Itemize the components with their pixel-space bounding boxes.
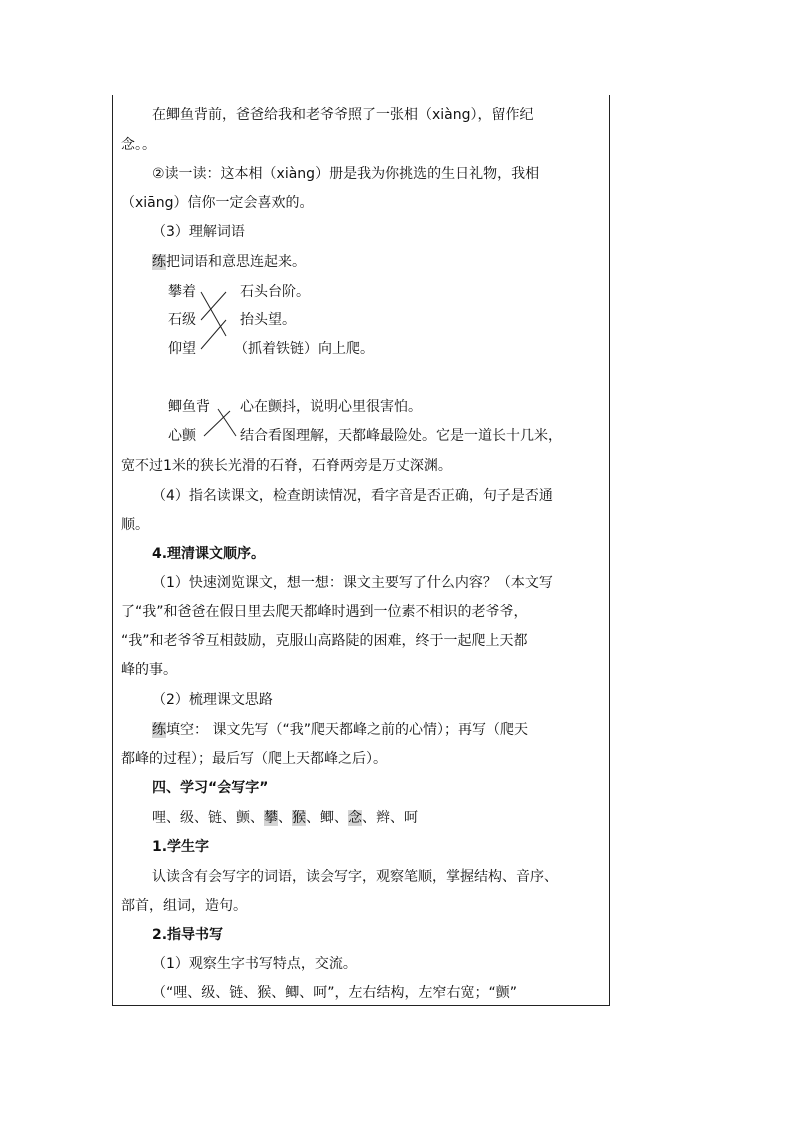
text-line: （1）快速浏览课文，想一想：课文主要写了什么内容？（本文写 [152,575,553,591]
match-word: 心颤 [168,428,196,444]
match-meaning: 结合看图理解，天都峰最险处。它是一道长十几米， [240,428,562,444]
char: 辫 [376,810,390,826]
match-word: 鲫鱼背 [168,399,210,415]
text-line: “我”和老爷爷互相鼓励，克服山高路陡的困难，终于一起爬上天都 [121,633,528,649]
practice-instruction [152,253,306,271]
char: 猴 [292,810,306,826]
match-meaning: 心在颤抖，说明心里很害怕。 [240,399,422,415]
text-line: （3）理解词语 [152,224,245,240]
text-line: 了“我”和爸爸在假日里去爬天都峰时遇到一位素不相识的老爷爷， [121,604,528,620]
section-heading: 四、学习“会写字” [152,780,269,796]
char: 级 [180,810,194,826]
match-meaning: 抬头望。 [240,312,296,328]
match-line-jiyubei [218,409,236,436]
text-line: ②读一读：这本相（xiàng）册是我为你挑选的生日礼物，我相 [152,166,540,182]
text-line: 把词语和意思连起来。 [166,254,306,270]
match-line-panzhe [201,292,226,336]
char-list: 哩、级、链、颤、攀、猴、鲫、念、辫、呵 [152,810,418,826]
text-line: 部首，组词，造句。 [121,898,247,914]
match-word: 仰望 [168,341,196,357]
match-line-shiji [201,292,226,320]
char: 攀 [264,810,278,826]
match-meaning: （抓着铁链）向上爬。 [234,341,374,357]
practice-instruction [152,721,528,739]
match-word: 攀着 [168,284,196,300]
text-line: 宽不过1米的狭长光滑的石脊，石脊两旁是万丈深渊。 [121,458,452,474]
text-line: 顺。 [121,517,149,533]
text-line: （4）指名读课文，检查朗读情况，看字音是否正确，句子是否通 [152,488,553,504]
text-line: 认读含有会写字的词语，读会写字，观察笔顺，掌握结构、音序、 [152,869,558,885]
text-line: 填空： 课文先写（“我”爬天都峰之前的心情）；再写（爬天 [166,722,528,738]
text-line: （xiāng）信你一定会喜欢的。 [121,195,314,211]
match-word: 石级 [168,312,196,328]
subsection-heading: 1.学生字 [152,839,210,855]
text-line: 都峰的过程）；最后写（爬上天都峰之后）。 [121,751,387,767]
subsection-heading: 2.指导书写 [152,927,224,943]
practice-tag: 练 [152,722,166,738]
char: 呵 [404,810,418,826]
section-heading: 4.理清课文顺序。 [152,546,266,562]
text-line: （“哩、级、链、猴、鲫、呵”，左右结构，左窄右宽；“颤” [152,985,518,1001]
char: 念 [348,810,362,826]
char: 哩 [152,810,166,826]
char: 颤 [236,810,250,826]
practice-tag: 练 [152,254,166,270]
text-line: （1）观察生字书写特点，交流。 [152,956,357,972]
char: 鲫 [320,810,334,826]
text-line: 峰的事。 [121,662,177,678]
match-line-yangwang [201,320,226,349]
text-line: 念。。 [121,137,156,153]
char: 链 [208,810,222,826]
match-meaning: 石头台阶。 [240,284,310,300]
text-line: （2）梳理课文思路 [152,692,273,708]
text-line: 在鲫鱼背前，爸爸给我和老爷爷照了一张相（xiàng），留作纪 [152,107,534,123]
